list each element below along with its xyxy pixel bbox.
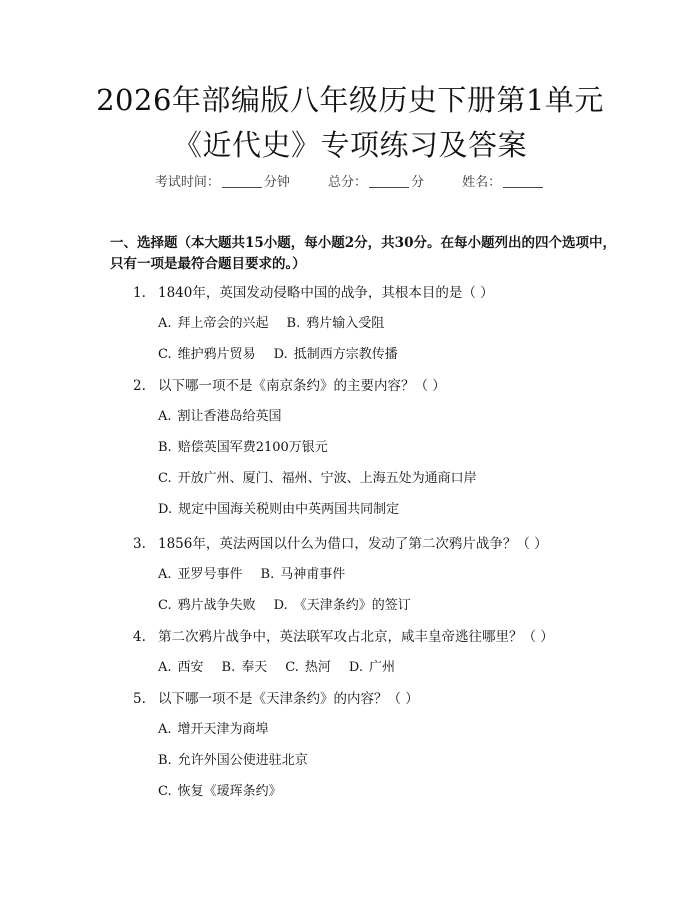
- option-text: 割让香港岛给英国: [177, 409, 282, 424]
- answer-option: [158, 749, 308, 768]
- option-letter: C.: [158, 598, 172, 613]
- answer-option: [222, 656, 268, 675]
- option-text: 增开天津为商埠: [177, 722, 269, 737]
- option-text: 奉天: [241, 660, 268, 675]
- option-text: 鸦片输入受阻: [306, 316, 385, 331]
- option-text: 亚罗号事件: [177, 567, 243, 582]
- answer-option: [158, 312, 269, 331]
- section-heading: 一、选择题（本大题共15小题，每小题2分，共30分。在每小题列出的四个选项中，只有一项是最符合题目要求的。）: [110, 235, 616, 272]
- option-text: 维护鸦片贸易: [177, 347, 256, 362]
- total-score-label: 总分：: [327, 175, 367, 190]
- option-letter: C.: [158, 471, 172, 486]
- answer-option: [158, 594, 256, 613]
- option-text: 鸦片战争失败: [177, 598, 256, 613]
- answer-option: [274, 594, 411, 613]
- option-row: [158, 656, 413, 675]
- question-text: 第二次鸦片战争中，英法联军攻占北京，咸丰皇帝逃往哪里？（ ）: [158, 629, 554, 645]
- question-number: 5.: [133, 691, 146, 707]
- question: [133, 374, 613, 394]
- option-letter: B.: [158, 440, 172, 455]
- option-letter: A.: [158, 722, 172, 737]
- exam-time-unit: 分钟: [263, 175, 290, 190]
- answer-option: [158, 405, 282, 424]
- option-row: [158, 594, 429, 613]
- option-letter: C.: [285, 660, 299, 675]
- option-letter: C.: [158, 347, 172, 362]
- option-text: 抵制西方宗教传播: [293, 347, 398, 362]
- option-text: 《天津条约》的签订: [293, 598, 411, 613]
- answer-option: [158, 467, 477, 486]
- option-text: 开放广州、厦门、福州、宁波、上海五处为通商口岸: [177, 471, 477, 486]
- option-letter: B.: [286, 316, 301, 331]
- answer-option: [158, 563, 243, 582]
- option-letter: B.: [158, 753, 172, 768]
- answer-option: [287, 312, 385, 331]
- question: [133, 687, 613, 707]
- option-text: 恢复《瑷珲条约》: [177, 784, 282, 799]
- option-row: [158, 343, 416, 362]
- document-title: 2026年部编版八年级历史下册第1单元《近代史》专项练习及答案: [96, 83, 604, 162]
- option-letter: D.: [158, 502, 173, 517]
- answer-option: [285, 656, 331, 675]
- option-row: [158, 405, 300, 424]
- option-row: [158, 718, 287, 737]
- option-row: [158, 436, 346, 455]
- option-text: 允许外国公使进驻北京: [177, 753, 308, 768]
- exam-time-label: 考试时间：: [154, 175, 220, 190]
- question: [133, 281, 613, 301]
- option-text: 广州: [368, 660, 395, 675]
- option-letter: B.: [260, 567, 275, 582]
- question-text: 1840年，英国发动侵略中国的战争，其根本目的是（ ）: [158, 285, 494, 301]
- option-row: [158, 498, 417, 517]
- option-text: 规定中国海关税则由中英两国共同制定: [178, 502, 400, 517]
- option-row: [158, 780, 300, 799]
- option-letter: B.: [221, 660, 236, 675]
- option-letter: D.: [273, 347, 288, 362]
- answer-option: [158, 780, 282, 799]
- option-letter: D.: [273, 598, 288, 613]
- option-row: [158, 749, 326, 768]
- total-score-unit: 分: [411, 175, 425, 190]
- question-number: 2.: [133, 378, 146, 394]
- question-text: 以下哪一项不是《南京条约》的主要内容？（ ）: [158, 378, 446, 394]
- option-letter: A.: [158, 409, 172, 424]
- option-letter: A.: [158, 660, 172, 675]
- question-text: 1856年，英法两国以什么为借口，发动了第二次鸦片战争？（ ）: [158, 536, 548, 552]
- option-text: 赔偿英国军费2100万银元: [177, 440, 328, 455]
- option-row: [158, 467, 495, 486]
- question-number: 4.: [133, 629, 146, 645]
- option-text: 马神甫事件: [280, 567, 346, 582]
- option-text: 拜上帝会的兴起: [177, 316, 269, 331]
- question-text: 以下哪一项不是《天津条约》的内容？（ ）: [158, 691, 419, 707]
- question: [133, 625, 613, 645]
- option-letter: C.: [158, 784, 172, 799]
- option-letter: A.: [158, 567, 172, 582]
- answer-option: [274, 343, 398, 362]
- option-row: [158, 563, 363, 582]
- answer-option: [158, 656, 204, 675]
- answer-option: [349, 656, 395, 675]
- answer-option: [158, 498, 399, 517]
- option-letter: A.: [158, 316, 172, 331]
- question-number: 1.: [133, 285, 146, 301]
- option-text: 西安: [177, 660, 204, 675]
- answer-option: [261, 563, 346, 582]
- answer-option: [158, 343, 256, 362]
- answer-option: [158, 436, 328, 455]
- option-letter: D.: [348, 660, 363, 675]
- question: [133, 532, 613, 552]
- question-number: 3.: [133, 536, 146, 552]
- answer-option: [158, 718, 269, 737]
- option-text: 热河: [304, 660, 331, 675]
- name-label: 姓名：: [462, 175, 502, 190]
- option-row: [158, 312, 402, 331]
